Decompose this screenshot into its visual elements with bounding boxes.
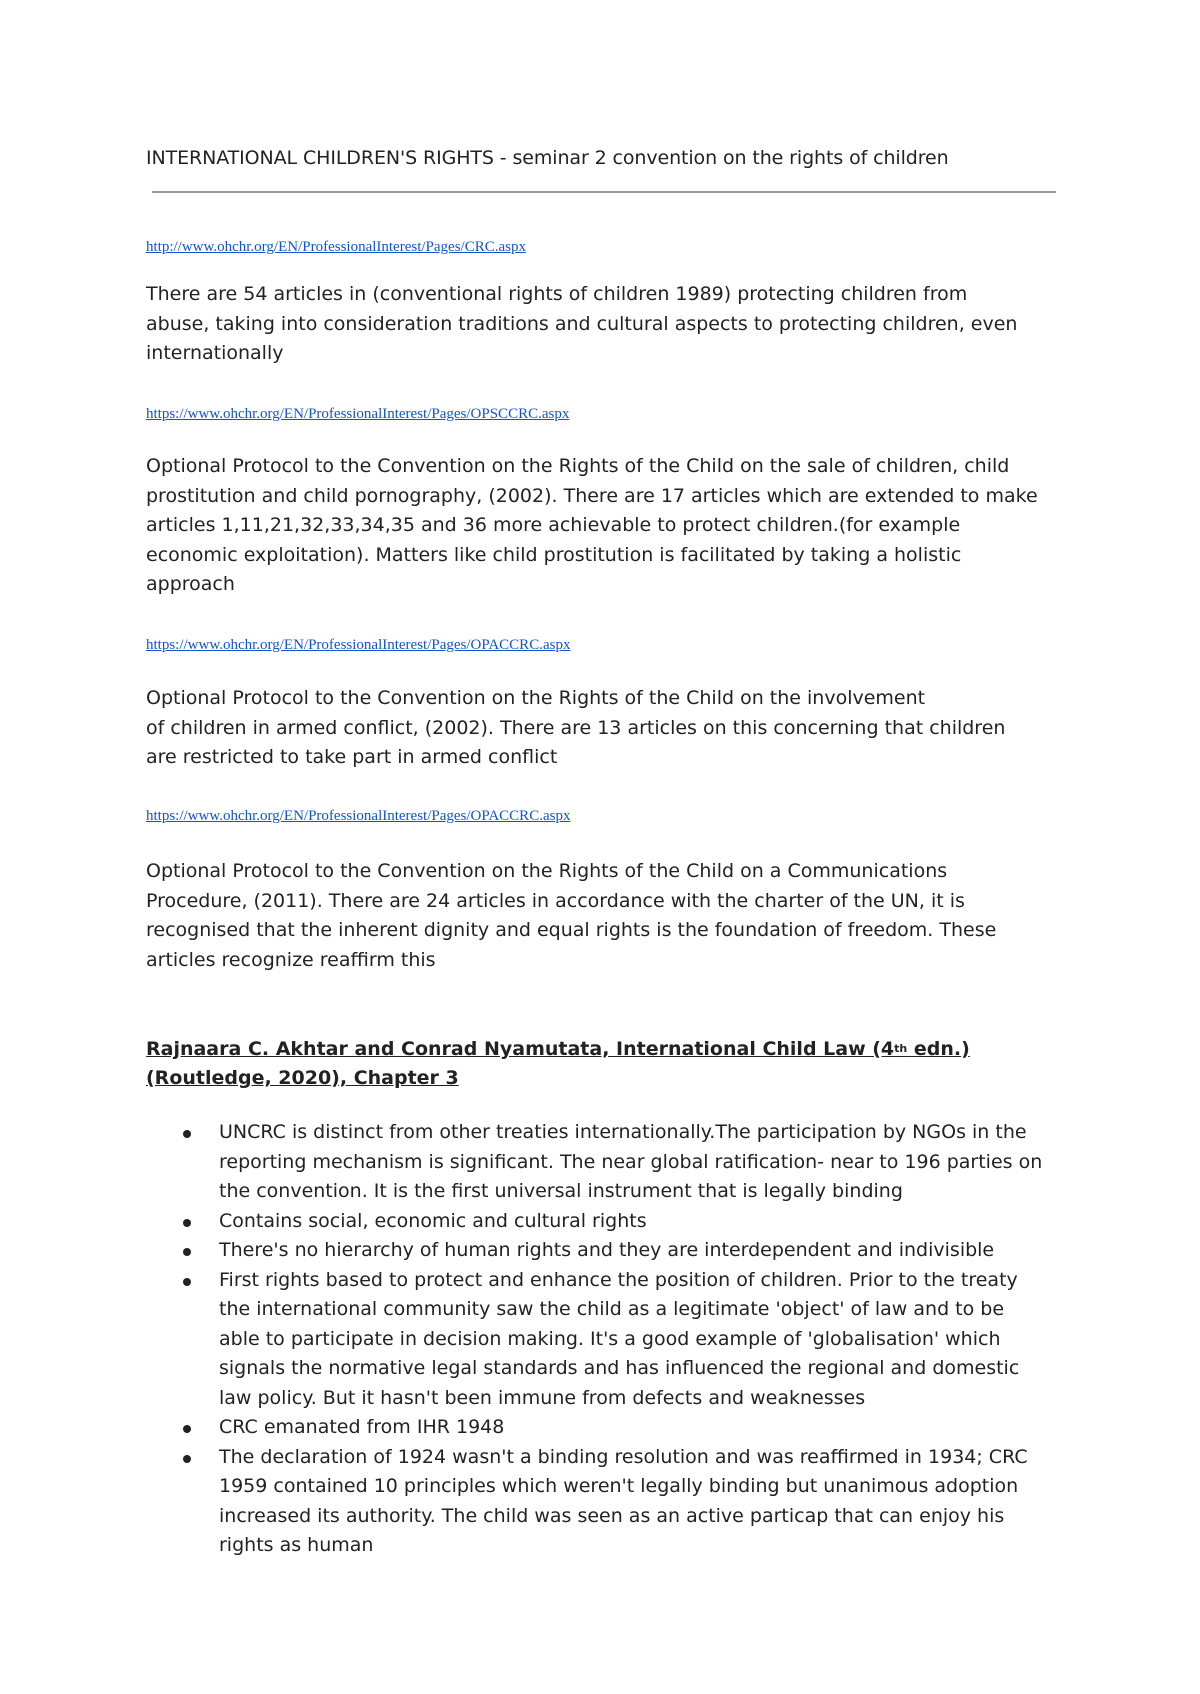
link-opaccrc[interactable]: https://www.ohchr.org/EN/ProfessionalInterest/Pages/OPACCRC.aspx [146,637,571,653]
paragraph-line: prostitution and child pornography, (2002). There are 17 articles which are extended to make [146,484,1038,507]
list-item-line: reporting mechanism is significant. The near global ratification- near to 196 parties on [219,1150,1043,1173]
paragraph-crc [146,280,1076,369]
bullet-list [146,1118,1096,1561]
list-item [146,1443,1096,1561]
link-opaccrc-2[interactable]: https://www.ohchr.org/EN/ProfessionalInterest/Pages/OPACCRC.aspx [146,808,571,824]
heading-superscript: th [894,1042,908,1055]
bullet-icon [183,1278,191,1286]
document-title: INTERNATIONAL CHILDREN'S RIGHTS - seminar 2 convention on the rights of children [146,147,949,169]
paragraph-line: Optional Protocol to the Convention on the Rights of the Child on the involvement [146,687,926,709]
list-item-line: CRC emanated from IHR 1948 [219,1416,505,1438]
paragraph-line: Procedure, (2011). There are 24 articles in accordance with the charter of the UN, it is [146,889,965,912]
list-item-line: the convention. It is the first universal instrument that is legally binding [219,1180,903,1202]
reference-heading [146,1035,1076,1093]
list-item-line: the international community saw the child as a legitimate 'object' of law and to be [219,1298,1005,1320]
bullet-icon [183,1455,191,1463]
heading-text: edn.) [907,1038,970,1060]
list-item-line: First rights based to protect and enhance the position of children. Prior to the treaty [219,1268,1018,1291]
list-item-line: Contains social, economic and cultural rights [219,1209,647,1232]
paragraph-line: articles recognize reaffirm this [146,948,436,971]
horizontal-rule [152,191,1056,193]
paragraph-opsccrc [146,452,1076,600]
list-item-line: law policy. But it hasn't been immune from defects and weaknesses [219,1386,866,1409]
paragraph-line: of children in armed conflict, (2002). There are 13 articles on this concerning that children [146,716,1006,739]
list-item [146,1207,1096,1237]
list-item-line: signals the normative legal standards and has influenced the regional and domestic [219,1357,1020,1379]
link-opsccrc[interactable]: https://www.ohchr.org/EN/ProfessionalInterest/Pages/OPSCCRC.aspx [146,406,570,422]
list-item [146,1236,1096,1266]
bullet-icon [183,1130,191,1138]
paragraph-line: economic exploitation). Matters like child prostitution is facilitated by taking a holistic [146,543,962,566]
paragraph-line: Optional Protocol to the Convention on the Rights of the Child on the sale of children, child [146,455,1010,477]
bullet-icon [183,1219,191,1227]
link-crc[interactable]: http://www.ohchr.org/EN/ProfessionalInterest/Pages/CRC.aspx [146,239,526,255]
list-item [146,1118,1096,1207]
list-item-line: There's no hierarchy of human rights and they are interdependent and indivisible [219,1239,995,1261]
list-item-line: rights as human [219,1534,374,1556]
paragraph-line: abuse, taking into consideration traditions and cultural aspects to protecting children, even [146,312,1018,335]
paragraph-line: There are 54 articles in (conventional rights of children 1989) protecting children from [146,283,968,305]
paragraph-line: articles 1,11,21,32,33,34,35 and 36 more achievable to protect children.(for example [146,514,961,536]
list-item-line: The declaration of 1924 wasn't a binding resolution and was reaffirmed in 1934; CRC [219,1445,1028,1468]
paragraph-line: are restricted to take part in armed conflict [146,746,558,768]
heading-line-2: (Routledge, 2020), Chapter 3 [146,1067,459,1089]
paragraph-line: approach [146,573,235,595]
paragraph-line: internationally [146,342,284,364]
paragraph-line: recognised that the inherent dignity and equal rights is the foundation of freedom. These [146,919,997,941]
heading-text: Rajnaara C. Akhtar and Conrad Nyamutata, International Child Law (4 [146,1038,895,1060]
paragraph-communications [146,857,1076,975]
heading-line-1 [146,1035,1076,1064]
bullet-icon [183,1425,191,1433]
list-item-line: able to participate in decision making. It's a good example of 'globalisation' which [219,1327,1001,1350]
paragraph-line: Optional Protocol to the Convention on the Rights of the Child on a Communications [146,860,948,882]
list-item [146,1266,1096,1414]
bullet-icon [183,1248,191,1256]
list-item [146,1413,1096,1443]
list-item-line: 1959 contained 10 principles which weren't legally binding but unanimous adoption [219,1475,1019,1497]
list-item-line: increased its authority. The child was seen as an active particap that can enjoy his [219,1504,1005,1527]
list-item-line: UNCRC is distinct from other treaties internationally.The participation by NGOs in the [219,1121,1027,1143]
paragraph-opaccrc [146,684,1076,773]
